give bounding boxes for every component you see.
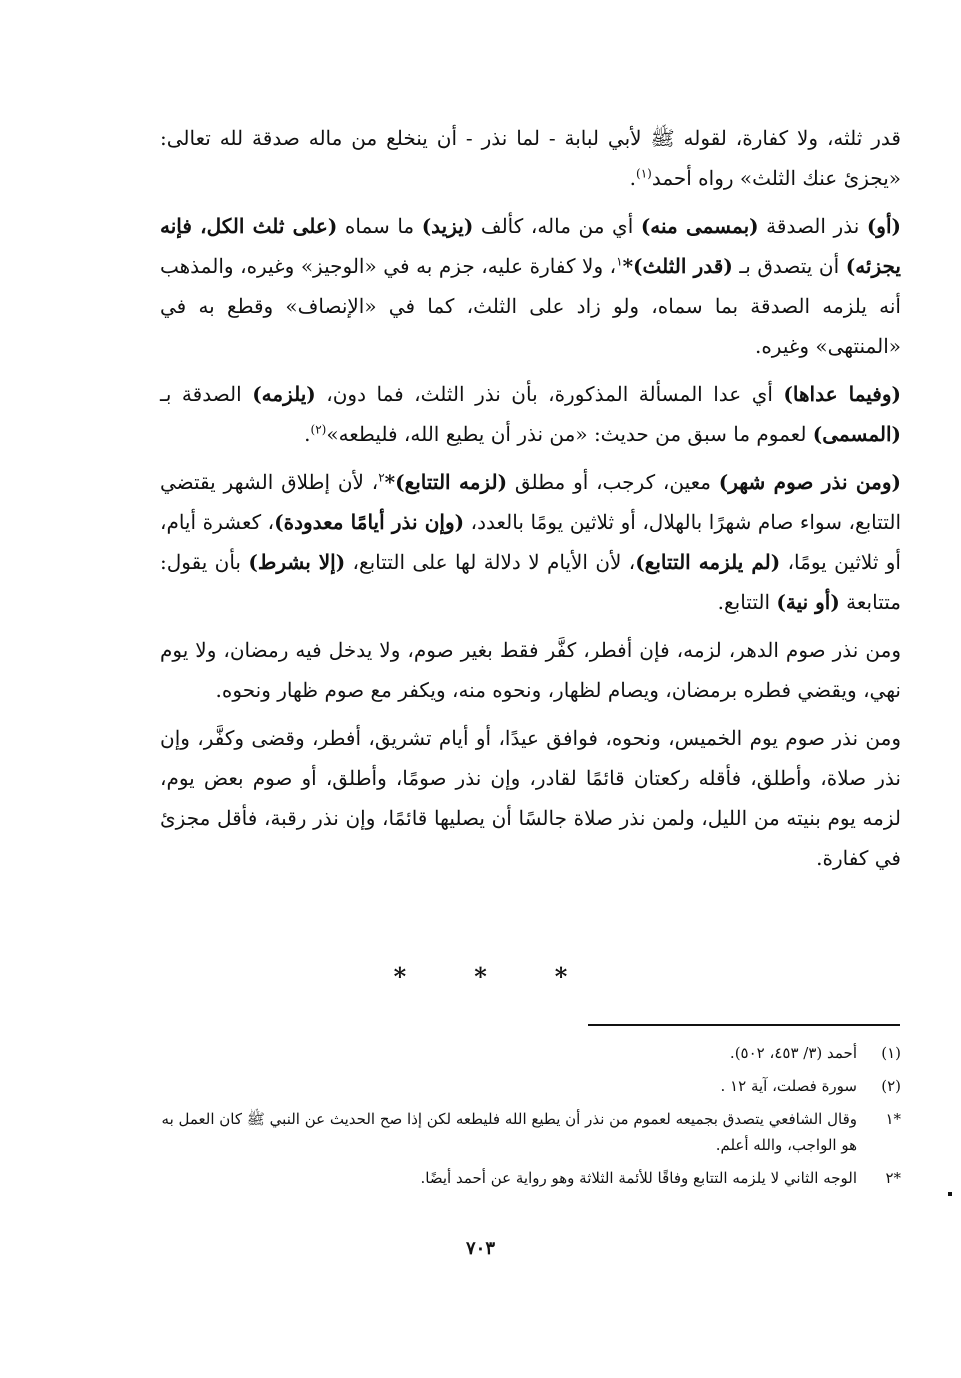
sharh-text: أي من ماله، كألف (473, 214, 641, 238)
page-number: ٧٠٣ (465, 1238, 495, 1259)
asterisk-ornament: * (554, 962, 568, 991)
footnote-number: (٢) (881, 1077, 901, 1095)
sharh-text: ، كعشرة أيام، أو ثلاثين يومًا، (160, 510, 901, 574)
paragraph-4 (160, 462, 901, 622)
footnote-text: سورة فصلت، آية ١٢ . (720, 1077, 857, 1095)
matn-phrase: (المسمى) (812, 422, 901, 446)
footnote-text: وقال الشافعي يتصدق بجميعه لعموم من نذر أن يطيع الله فليطعه لكن إذا صح الحديث عن النبي ﷺ كان العمل به هو الواجب، والله أعلم. (161, 1110, 857, 1154)
footnote-divider (588, 1024, 900, 1026)
paragraph-1-text: قدر ثلثه، ولا كفارة، لقوله ﷺ لأبي لبابة - لما نذر - أن ينخلع من ماله صدقة لله تعالى: «يجزئ عنك الثلث» رواه أحمد (160, 126, 901, 190)
footnote-ref-2: (٢) (310, 422, 327, 437)
paragraph-1 (160, 118, 901, 198)
sharh-text: التتابع. (717, 590, 777, 614)
section-separator (0, 962, 961, 991)
sharh-text: أي عدا المسألة المذكورة، بأن نذر الثلث، فما دون، (315, 382, 784, 406)
footnote-ref-star-2: ٢ (378, 470, 385, 485)
footnotes (160, 1040, 901, 1198)
footnote-item (160, 1165, 901, 1191)
matn-phrase: (يزيد) (421, 214, 474, 238)
sharh-text: أن يتصدق بـ (732, 254, 846, 278)
footnote-item (160, 1106, 901, 1158)
matn-phrase: (على ثلث الكل، فإنه يجزئه) (160, 214, 901, 278)
footnote-number: (١) (881, 1044, 901, 1062)
matn-phrase: (لم يلزمه التتابع) (635, 550, 781, 574)
asterisk-ornament: * (393, 962, 407, 991)
sharh-text: الصدقة بـ (160, 382, 253, 406)
footnote-text: الوجه الثاني لا يلزمه التتابع وفاقًا للأئمة الثلاثة وهو رواية عن أحمد أيضًا. (420, 1169, 857, 1187)
footnote-text: أحمد (٣/ ٤٥٣، ٥٠٢). (729, 1044, 857, 1062)
paragraph-3 (160, 374, 901, 454)
sharh-text: معين، كرجب، أو مطلق (507, 470, 719, 494)
asterisk-ornament: * (474, 962, 487, 991)
sharh-text: ، لأن الأيام لا دلالة لها على التتابع، (345, 550, 636, 574)
sharh-text: ، ولا كفارة عليه، جزم به في «الوجيز» وغيره، والمذهب أنه يلزمه الصدقة بما سماه، ولو زاد على الثلث، كما في «الإنصاف» وقطع به في «المنتهى» وغيره. (160, 254, 901, 358)
sharh-text: نذر الصدقة (758, 214, 867, 238)
main-text (160, 118, 901, 886)
matn-phrase: (يلزمه) (252, 382, 316, 406)
scan-mark (948, 1192, 952, 1196)
matn-phrase: (وإن نذر أيامًا معدودة) (274, 510, 465, 534)
footnote-number: *١ (885, 1110, 901, 1128)
sharh-text: ما سماه (337, 214, 422, 238)
matn-phrase: (قدر الثلث)* (622, 254, 733, 278)
matn-phrase: (بمسمى منه) (640, 214, 759, 238)
paragraph-2 (160, 206, 901, 366)
paragraph-1-end: . (629, 166, 636, 190)
sharh-text: . (304, 422, 311, 446)
footnote-number: *٢ (885, 1169, 901, 1187)
matn-phrase: (وفيما عداها) (783, 382, 901, 406)
matn-phrase: (إلا بشرط) (248, 550, 346, 574)
paragraph-6: ومن نذر صوم يوم الخميس، ونحوه، فوافق عيدًا، أو أيام تشريق، أفطر، وقضى وكفَّر، وإن نذر صلاة، وأطلق، فأقله ركعتان قائمًا لقادر، وإن نذر صومًا، وأطلق، أو صوم بعض يوم، لزمه يوم بنيته من الليل، ولمن نذر صلاة جالسًا أن يصليها قائمًا، وإن نذر رقبة، فأقل مجزئ في كفارة. (160, 726, 901, 870)
matn-phrase: (ومن نذر صوم شهر) (718, 470, 901, 494)
sharh-text: ، لأن إطلاق الشهر يقتضي التتابع، سواء صام شهرًا بالهلال، أو ثلاثين يومًا بالعدد، (160, 470, 901, 534)
matn-phrase: (لزمه التتابع)* (384, 470, 508, 494)
paragraph-5: ومن نذر صوم الدهر، لزمه، فإن أفطر، كفَّر فقط بغير صوم، ولا يدخل فيه رمضان، ولا يوم نهي، ويقضي فطره برمضان، ويصام لظهار، ونحوه منه، ويكفر مع صوم ظهار ونحوه. (160, 638, 901, 702)
footnote-item (160, 1040, 901, 1066)
footnote-ref-1: (١) (636, 166, 652, 181)
matn-phrase: (أو) (866, 214, 901, 238)
footnote-item (160, 1073, 901, 1099)
footnote-ref-star-1: ١ (616, 254, 623, 269)
sharh-text: لعموم ما سبق من حديث: «من نذر أن يطيع الله، فليطعه» (326, 422, 813, 446)
sharh-text: بأن يقول: متتابعة (160, 550, 901, 614)
matn-phrase: (أو نية) (776, 590, 840, 614)
